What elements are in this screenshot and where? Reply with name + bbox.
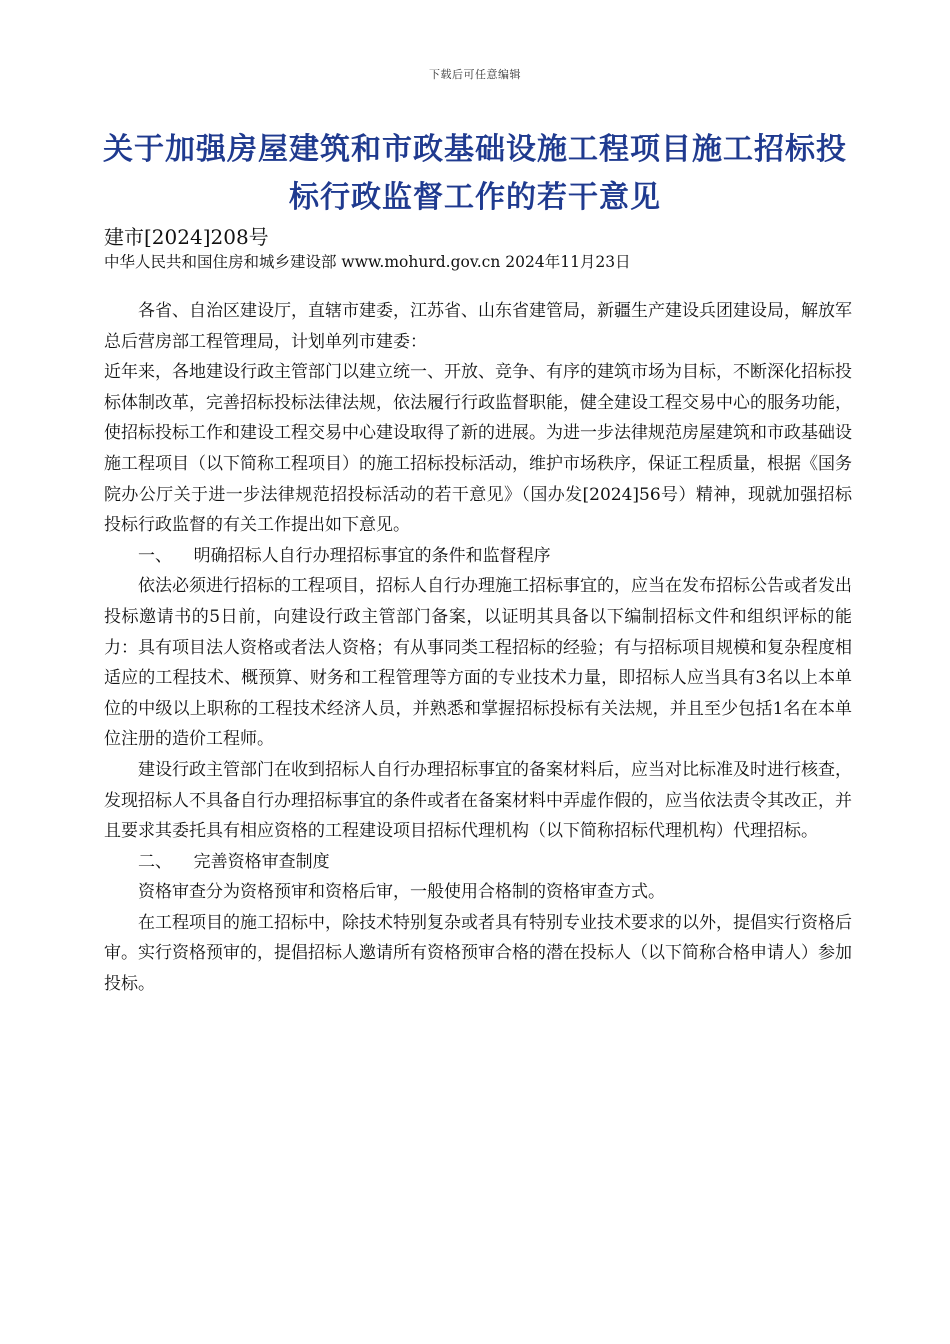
document-body — [104, 296, 852, 1000]
source-line: 中华人民共和国住房和城乡建设部 www.mohurd.gov.cn 2024年11月23日 — [104, 253, 631, 271]
section-heading-1: 一、 明确招标人自行办理招标事宜的条件和监督程序 — [138, 545, 551, 566]
paragraph-background: 近年来，各地建设行政主管部门以建立统一、开放、竞争、有序的建筑市场为目标，不断深化招标投标体制改革，完善招标投标法律法规，依法履行行政监督职能，健全建设工程交易中心的服务功能，使招标投标工作和建设工程交易中心建设取得了新的进展。为进一步法律规范房屋建筑和市政基础设施工程项目（以下简称工程项目）的施工招标投标活动，维护市场秩序，保证工程质量，根据《国务院办公厅关于进一步法律规范招投标活动的若干意见》（国办发[2024]56号）精神，现就加强招标投标行政监督的有关工作提出如下意见。 — [104, 362, 852, 536]
document-title: 关于加强房屋建筑和市政基础设施工程项目施工招标投标行政监督工作的若干意见 — [103, 132, 847, 215]
document-number: 建市[2024]208号 — [104, 225, 269, 249]
paragraph-verification: 建设行政主管部门在收到招标人自行办理招标事宜的备案材料后，应当对比标准及时进行核查，发现招标人不具备自行办理招标事宜的条件或者在备案材料中弄虚作假的，应当依法责令其改正，并且要求其委托具有相应资格的工程建设项目招标代理机构（以下简称招标代理机构）代理招标。 — [104, 759, 852, 842]
paragraph-post-qualification: 在工程项目的施工招标中，除技术特别复杂或者具有特别专业技术要求的以外，提倡实行资格后审。实行资格预审的，提倡招标人邀请所有资格预审合格的潜在投标人（以下简称合格申请人）参加投标。 — [104, 912, 852, 995]
paragraph-addressees: 各省、自治区建设厅，直辖市建委，江苏省、山东省建管局，新疆生产建设兵团建设局，解放军总后营房部工程管理局，计划单列市建委： — [104, 301, 852, 352]
header-note: 下载后可任意编辑 — [429, 68, 521, 81]
paragraph-self-tendering-conditions: 依法必须进行招标的工程项目，招标人自行办理施工招标事宜的，应当在发布招标公告或者发出投标邀请书的5日前，向建设行政主管部门备案，以证明其具备以下编制招标文件和组织评标的能力：具有项目法人资格或者法人资格；有从事同类工程招标的经验；有与招标项目规模和复杂程度相适应的工程技术、概预算、财务和工程管理等方面的专业技术力量，即招标人应当具有3名以上本单位的中级以上职称的工程技术经济人员，并熟悉和掌握招标投标有关法规，并且至少包括1名在本单位注册的造价工程师。 — [104, 576, 852, 750]
section-heading-2: 二、 完善资格审查制度 — [138, 851, 330, 872]
paragraph-qualification-types: 资格审查分为资格预审和资格后审，一般使用合格制的资格审查方式。 — [138, 882, 665, 903]
